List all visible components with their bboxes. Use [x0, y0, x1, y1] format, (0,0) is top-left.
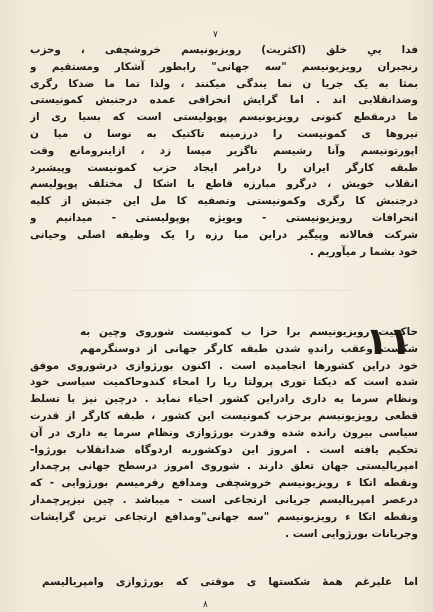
faint-divider	[70, 290, 350, 297]
text-line: تحکیم یافته است . امروز این دوکشوربه اردوگاه ضدانقلاب بورژوا-	[30, 443, 418, 456]
text-line: ونقطه اتکا ء رویزیونیسم خروشچفی ومدافع رفرمیسم بورژوایی - که	[30, 477, 418, 490]
text-line: ما درمقطع کنونی رویزیونیسم پوپولیستی است که بسیا ری از	[30, 111, 418, 124]
text-line: ونقطه اتکا ء رویزیونیسم "سه جهانی"ومدافع ارتجاعی ترین گرایشات	[30, 510, 418, 523]
paragraph-2	[30, 319, 418, 542]
text-line: قطعی رویزیونیسم برحزب کمونیست این کشور ، طبقه کارگر از قدرت	[30, 409, 418, 422]
section-number: ١١	[365, 319, 412, 363]
text-line: وجریانات بورژوایی است .	[285, 527, 418, 540]
text-line: بمثا به یک جریا ن نما یندگی میکنند ، ولذا تما ما ضدکا رگری	[30, 77, 418, 90]
text-line: شکست وعقب راندهِ شدن طبقه کارگر جهانی از دوسنگرمهم	[80, 342, 418, 355]
text-line: درعصر امپریالیسم جریانی ارتجاعی است - میباشد . چین نیزپرچمدار	[30, 493, 418, 506]
text-line: شرکت فعالانه وپیگیر دراین مبا رزه را یک وظیفه اصلی وحیاتی	[30, 228, 418, 241]
text-line: اما علیرغم همهٔ شکستها ی موقتی که بورژوازی وامپریالیسم	[42, 576, 418, 588]
text-line: انقلاب خویش ، درگرو مبارزه قاطع با اشکا ل مختلف پوپولیسم	[30, 178, 418, 191]
page-bottom-mark: ٨	[203, 600, 208, 610]
text-line: ونظام سرما یه داری رادراین کشور احیاء نماید . درچین نیز با تسلط	[30, 393, 418, 406]
text-line: سیاسی بیرون رانده شده وقدرت بورژوازی ونظام سرما یه داری در آن	[30, 426, 418, 439]
text-line: وضدانقلابی اند . اما گرایش انحرافی عمده درجنبش کمونیستی	[30, 94, 418, 107]
text-line: رنجبران رویزیونیسم "سه جهانی" رابطور آشکار ومستقیم و	[30, 60, 418, 73]
text-line: امپریالیستی جهان تعلق دارند . شوروی امروز درسطح جهانی پرچمدار	[30, 460, 418, 473]
text-line: خود دراین کشورها انجامیده است . اکنون بورژوازی درشوروی موفق	[30, 359, 418, 372]
text-line: خود بشما ر میآوریم .	[309, 245, 418, 258]
text-line: درجنبش کا رگری وکمونیستی وتصفیه کا مل این جنبش از کلیه	[30, 195, 418, 208]
text-line: فدا ییِ خلق (اکثریت) رویزیونیسم خروشچفی ، وحزب	[30, 44, 418, 56]
page-top-mark: ٧	[213, 30, 218, 40]
paragraph-3	[30, 574, 418, 591]
text-line: شده است که دیکتا توری پرولتا ریا را امحاء کندوحاکمیت سیاسی خود	[30, 376, 418, 389]
text-line: اپورتونیسم وآنا رشیسم ناگزیر میسا زد ، ازاینرومانع وقت	[30, 144, 418, 157]
text-line: انحرافات رویزیونیستی - وبویژه پوپولیستی - میدانیم و	[30, 211, 418, 224]
text-line: نیروها ی کمونیست را درزمینه تاکتیک به نوسا ن میا ن	[30, 127, 418, 140]
text-line: حاکمیت رویزیونیسم برا حزا ب کمونیست شوروی وچین به	[80, 326, 418, 338]
paragraph-1	[30, 42, 418, 260]
text-line: طبقه کارگر ایران را درامر ایجاد حزب کمونیست وپیشبرد	[30, 161, 418, 174]
